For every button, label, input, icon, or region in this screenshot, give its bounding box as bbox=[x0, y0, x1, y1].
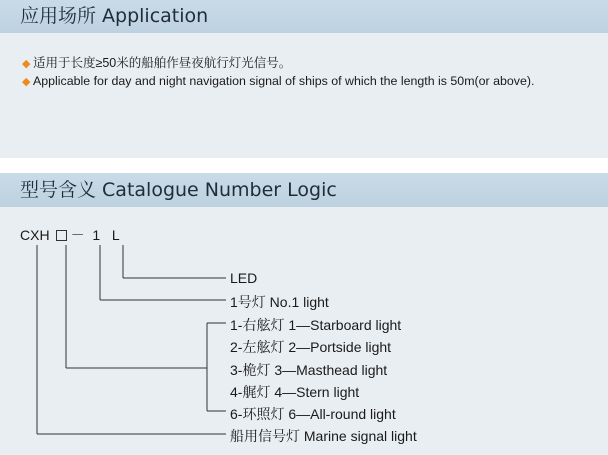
label-marine-signal: 船用信号灯 Marine signal light bbox=[230, 428, 417, 444]
application-bullet-cn: ◆ 适用于长度≥50米的船舶作昼夜航行灯光信号。 bbox=[22, 56, 292, 70]
label-led: LED bbox=[230, 270, 258, 286]
diamond-icon: ◆ bbox=[22, 76, 31, 88]
label-starboard: 1-右舷灯 1—Starboard light bbox=[230, 317, 402, 333]
code-number: 1 bbox=[92, 227, 101, 243]
diamond-icon: ◆ bbox=[22, 58, 31, 70]
label-stern: 4-艉灯 4—Stern light bbox=[230, 384, 360, 400]
label-masthead: 3-桅灯 3—Masthead light bbox=[230, 362, 388, 378]
label-portside: 2-左舷灯 2—Portside light bbox=[230, 339, 392, 355]
label-no1-light: 1号灯 No.1 light bbox=[230, 294, 329, 310]
application-title: 应用场所 Application bbox=[20, 5, 209, 27]
label-all-round: 6-环照灯 6—All-round light bbox=[230, 406, 396, 422]
application-bullet-en: ◆ Applicable for day and night navigation signal of ships of which the length is 50m(or above). bbox=[22, 74, 535, 88]
code-dash: － bbox=[70, 227, 85, 243]
catalogue-title: 型号含义 Catalogue Number Logic bbox=[20, 179, 337, 201]
code-suffix: L bbox=[111, 227, 120, 243]
code-prefix: CXH bbox=[20, 227, 50, 243]
